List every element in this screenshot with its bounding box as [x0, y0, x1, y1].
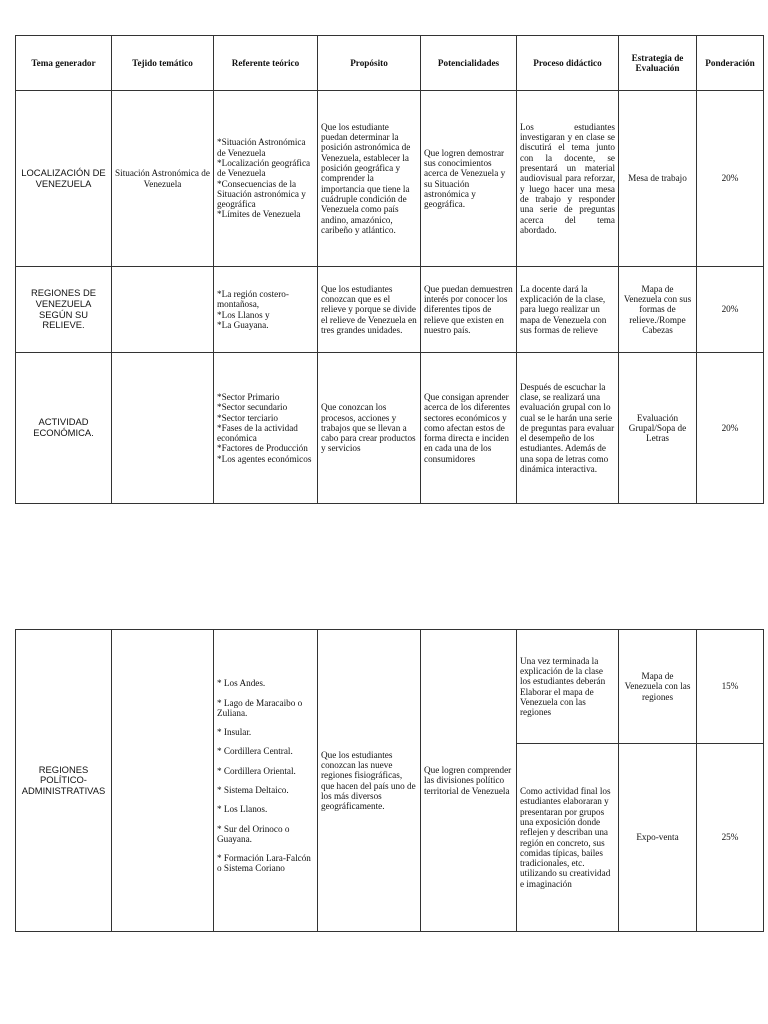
proposito-cell: Que conozcan los procesos, acciones y trabajos que se llevan a cabo para crear productos y servicios	[318, 353, 421, 504]
header-estrategia: Estrategia de Evaluación	[619, 36, 697, 91]
tema-cell: REGIONES DE VENEZUELA SEGÚN SU RELIEVE.	[16, 267, 112, 353]
referente-item: *La región costero-montañosa,	[217, 288, 289, 310]
potencialidades-cell: Que logren comprender las divisiones político territorial de Venezuela	[421, 630, 517, 932]
referente-cell	[214, 353, 318, 504]
tema-cell: LOCALIZACIÓN DE VENEZUELA	[16, 91, 112, 267]
referente-item: *Sector secundario	[217, 402, 288, 413]
potencialidades-cell: Que puedan demuestren interés por conocer los diferentes tipos de relieve que existen en nuestro país.	[421, 267, 517, 353]
header-ponderacion: Ponderación	[697, 36, 764, 91]
planning-table	[15, 35, 764, 504]
referente-item: * Cordillera Oriental.	[217, 765, 296, 776]
referente-item: * Lago de Maracaibo o Zuliana.	[217, 697, 303, 718]
referente-item: * Sistema Deltaico.	[217, 785, 289, 795]
ponderacion-cell: 15%	[697, 630, 764, 744]
proceso-cell: Los estudiantes investigaran y en clase se discutirá el tema junto con la docente, se presentará un material audiovisual para reforzar, y luego hacer una mesa de trabajo y responder una serie de preguntas acerca del tema abordado.	[517, 91, 619, 267]
proceso-cell: Una vez terminada la explicación de la clase los estudiantes deberán Elaborar el mapa de Venezuela con las regiones	[517, 630, 619, 744]
referente-item: * Formación Lara-Falcón o Sistema Coriano	[217, 853, 311, 874]
referente-cell	[214, 630, 318, 932]
header-tema: Tema generador	[16, 36, 112, 91]
ponderacion-cell: 20%	[697, 267, 764, 353]
table-row	[16, 353, 764, 504]
potencialidades-cell: Que logren demostrar sus conocimientos acerca de Venezuela y su Situación astronómica y geográfica.	[421, 91, 517, 267]
table-row	[16, 630, 764, 744]
header-row	[16, 36, 764, 91]
ponderacion-cell: 25%	[697, 744, 764, 932]
header-referente: Referente teórico	[214, 36, 318, 91]
proposito-cell: Que los estudiantes conozcan que es el relieve y porque se divide el relieve de Venezuela en tres grandes unidades.	[318, 267, 421, 353]
tejido-cell	[112, 353, 214, 504]
table-row	[16, 91, 764, 267]
potencialidades-cell: Que consigan aprender acerca de los diferentes sectores económicos y como afectan estos de forma directa e inciden en cada una de los consumidores	[421, 353, 517, 504]
referente-item: * Los Andes.	[217, 678, 266, 689]
referente-item: *Fases de la actividad económica	[217, 422, 298, 444]
estrategia-cell: Mesa de trabajo	[619, 91, 697, 267]
referente-item: *Los agentes económicos	[217, 453, 312, 464]
proposito-cell: Que los estudiantes conozcan las nueve regiones fisiográficas, que hacen del país uno de los más diversos geográficamente.	[318, 630, 421, 932]
referente-item: * Sur del Orinoco o Guayana.	[217, 823, 290, 844]
header-tejido: Tejido temático	[112, 36, 214, 91]
referente-item: *Localización geográfica de Venezuela	[217, 157, 311, 179]
estrategia-cell: Mapa de Venezuela con sus formas de relieve./Rompe Cabezas	[619, 267, 697, 353]
referente-item: *Sector terciario	[217, 412, 278, 423]
referente-cell	[214, 267, 318, 353]
ponderacion-cell: 20%	[697, 91, 764, 267]
ponderacion-cell: 20%	[697, 353, 764, 504]
referente-cell	[214, 91, 318, 267]
tejido-cell	[112, 630, 214, 932]
referente-item: * Cordillera Central.	[217, 746, 293, 757]
proceso-cell: La docente dará la explicación de la clase, para luego realizar un mapa de Venezuela con sus formas de relieve	[517, 267, 619, 353]
header-proposito: Propósito	[318, 36, 421, 91]
referente-item: *Factores de Producción	[217, 443, 308, 454]
proceso-cell: Después de escuchar la clase, se realizará una evaluación grupal con lo cual se le harán una serie de preguntas para evaluar el desempeño de los estudiantes. Además de una sopa de letras como dinámica interactiva.	[517, 353, 619, 504]
tejido-cell	[112, 267, 214, 353]
estrategia-cell: Expo-venta	[619, 744, 697, 932]
referente-item: *Consecuencias de la Situación astronómica y geográfica	[217, 178, 306, 210]
referente-item: *Situación Astronómica de Venezuela	[217, 137, 306, 158]
referente-item: *La Guayana.	[217, 319, 269, 330]
tema-cell: REGIONES POLÍTICO-ADMINISTRATIVAS	[16, 630, 112, 932]
proceso-cell: Como actividad final los estudiantes elaboraran y presentaran por grupos una exposición donde reflejen y describan una región en concreto, sus comidas típicas, bailes tradicionales, etc. utilizando su creatividad e imaginación	[517, 744, 619, 932]
estrategia-cell: Evaluación Grupal/Sopa de Letras	[619, 353, 697, 504]
referente-item: *Límites de Venezuela	[217, 209, 301, 220]
estrategia-cell: Mapa de Venezuela con las regiones	[619, 630, 697, 744]
header-proceso: Proceso didáctico	[517, 36, 619, 91]
planning-table-continued	[15, 629, 764, 932]
tejido-cell: Situación Astronómica de Venezuela	[112, 91, 214, 267]
referente-item: *Los Llanos y	[217, 309, 270, 320]
tema-cell: ACTIVIDAD ECONÓMICA.	[16, 353, 112, 504]
referente-item: * Los Llanos.	[217, 804, 268, 815]
referente-item: *Sector Primario	[217, 391, 280, 402]
referente-item: * Insular.	[217, 727, 252, 738]
proposito-cell: Que los estudiante puedan determinar la posición astronómica de Venezuela, establecer la posición geográfica y comprender la importancia que tiene la cuádruple condición de Venezuela como país andino, amazónico, caribeño y atlántico.	[318, 91, 421, 267]
header-potencialidades: Potencialidades	[421, 36, 517, 91]
table-row	[16, 267, 764, 353]
